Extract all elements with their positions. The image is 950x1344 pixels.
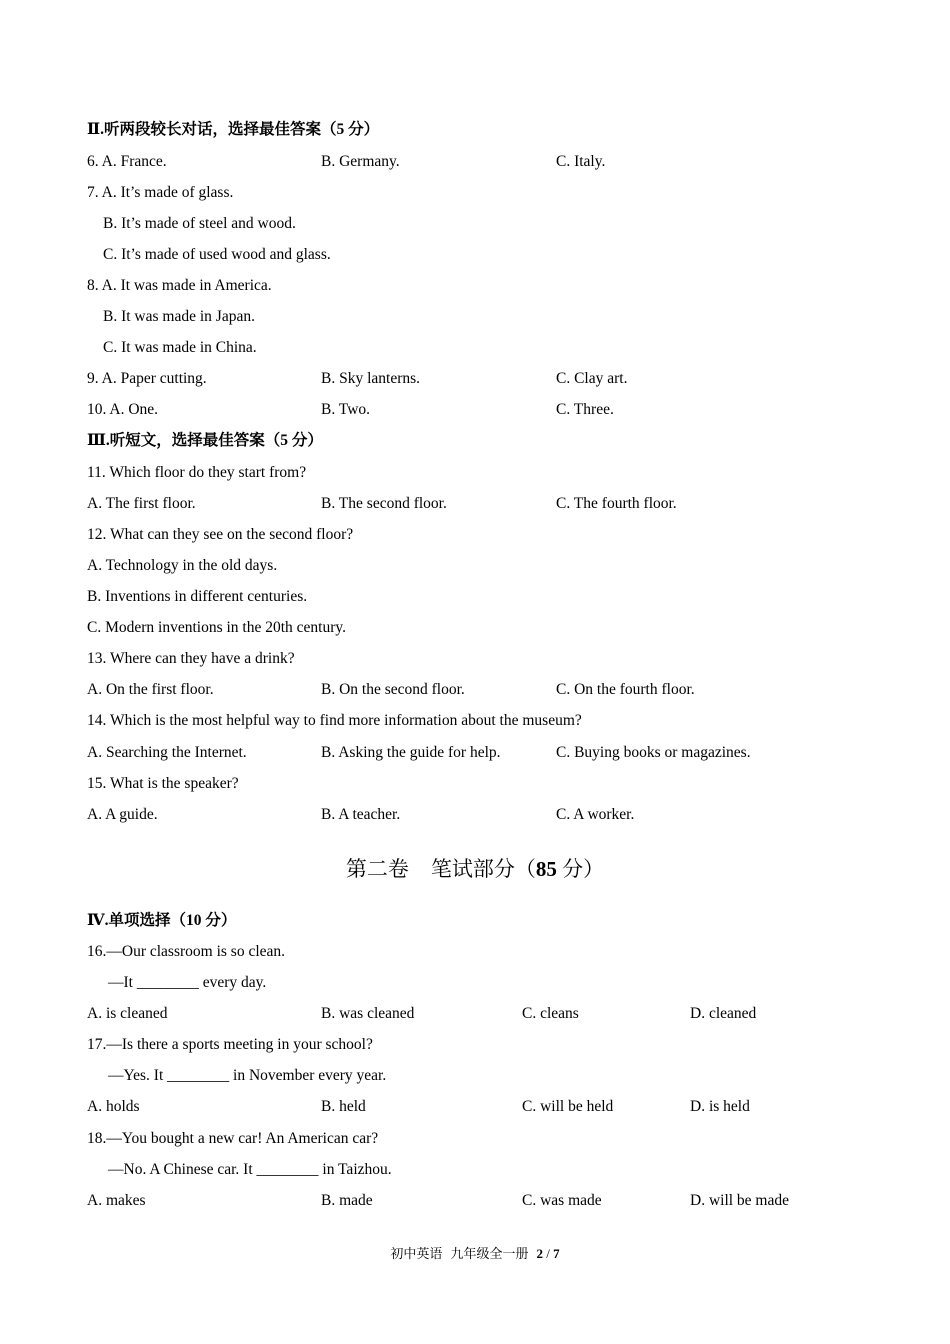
q13-option-a: A. On the first floor. [87, 681, 214, 698]
q17-option-a: A. holds [87, 1098, 140, 1115]
q7-option-c: C. It’s made of used wood and glass. [103, 246, 331, 263]
q9-option-c: C. Clay art. [556, 370, 628, 387]
q18-line-2: —No. A Chinese car. It ________ in Taizhou. [108, 1161, 392, 1178]
q6-option-a: 6. A. France. [87, 153, 167, 170]
footer-page-total: 7 [553, 1246, 560, 1261]
q7-option-b: B. It’s made of steel and wood. [103, 215, 296, 232]
q10-option-c: C. Three. [556, 401, 614, 418]
q11-option-c: C. The fourth floor. [556, 495, 677, 512]
footer-course: 初中英语 [390, 1246, 443, 1261]
q8-option-a: 8. A. It was made in America. [87, 277, 272, 294]
q16-option-a: A. is cleaned [87, 1005, 168, 1022]
part-2-points: 85 [535, 857, 557, 881]
part-2-title: 第二卷 笔试部分（85 分） [345, 857, 605, 881]
page-footer: 初中英语 九年级全一册 2 / 7 [390, 1246, 560, 1261]
q9-option-a: 9. A. Paper cutting. [87, 370, 207, 387]
q15-option-a: A. A guide. [87, 806, 158, 823]
q18-option-d: D. will be made [690, 1192, 790, 1209]
q18-option-b: B. made [321, 1192, 373, 1209]
q11-stem: 11. Which floor do they start from? [87, 464, 307, 481]
q13-option-c: C. On the fourth floor. [556, 681, 695, 698]
q9-option-b: B. Sky lanterns. [321, 370, 421, 387]
q14-option-c: C. Buying books or magazines. [556, 744, 751, 761]
q15-option-b: B. A teacher. [321, 806, 401, 823]
footer-page-number: 2 [536, 1246, 543, 1261]
q16-line-2: —It ________ every day. [108, 974, 267, 991]
q10-option-b: B. Two. [321, 401, 371, 418]
q7-option-a: 7. A. It’s made of glass. [87, 184, 234, 201]
q12-option-a: A. Technology in the old days. [87, 557, 278, 574]
q16-option-b: B. was cleaned [321, 1005, 415, 1022]
q17-line-2: —Yes. It ________ in November every year. [108, 1067, 387, 1084]
q6-option-c: C. Italy. [556, 153, 606, 170]
q8-option-c: C. It was made in China. [103, 339, 257, 356]
q15-stem: 15. What is the speaker? [87, 775, 239, 792]
q17-option-c: C. will be held [522, 1098, 614, 1115]
footer-grade: 九年级全一册 [450, 1246, 529, 1261]
q8-option-b: B. It was made in Japan. [103, 308, 255, 325]
part-2-label: 第二卷 [345, 857, 409, 881]
q13-stem: 13. Where can they have a drink? [87, 650, 295, 667]
q13-option-b: B. On the second floor. [321, 681, 465, 698]
q14-option-b: B. Asking the guide for help. [321, 744, 501, 761]
q12-option-b: B. Inventions in different centuries. [87, 588, 308, 605]
q16-option-c: C. cleans [522, 1005, 579, 1022]
q16-option-d: D. cleaned [690, 1005, 757, 1022]
section-4-heading: Ⅳ.单项选择（10 分） [87, 912, 237, 929]
q12-stem: 12. What can they see on the second floor? [87, 526, 354, 543]
q14-stem: 14. Which is the most helpful way to find more information about the museum? [87, 712, 582, 729]
q17-option-b: B. held [321, 1098, 366, 1115]
q10-option-a: 10. A. One. [87, 401, 159, 418]
q17-option-d: D. is held [690, 1098, 750, 1115]
section-3-heading: Ⅲ.听短文，选择最佳答案（5 分） [87, 432, 323, 449]
q12-option-c: C. Modern inventions in the 20th century. [87, 619, 347, 636]
q14-option-a: A. Searching the Internet. [87, 744, 247, 761]
q18-option-c: C. was made [522, 1192, 602, 1209]
q15-option-c: C. A worker. [556, 806, 635, 823]
q18-line-1: 18.—You bought a new car! An American car? [87, 1130, 379, 1147]
q17-line-1: 17.—Is there a sports meeting in your school? [87, 1036, 373, 1053]
part-2-name: 笔试部分（ [430, 857, 536, 881]
q16-line-1: 16.—Our classroom is so clean. [87, 943, 286, 960]
section-2-heading: Ⅱ.听两段较长对话，选择最佳答案（5 分） [87, 121, 380, 138]
q11-option-a: A. The first floor. [87, 495, 196, 512]
q6-option-b: B. Germany. [321, 153, 400, 170]
q18-option-a: A. makes [87, 1192, 146, 1209]
q11-option-b: B. The second floor. [321, 495, 447, 512]
